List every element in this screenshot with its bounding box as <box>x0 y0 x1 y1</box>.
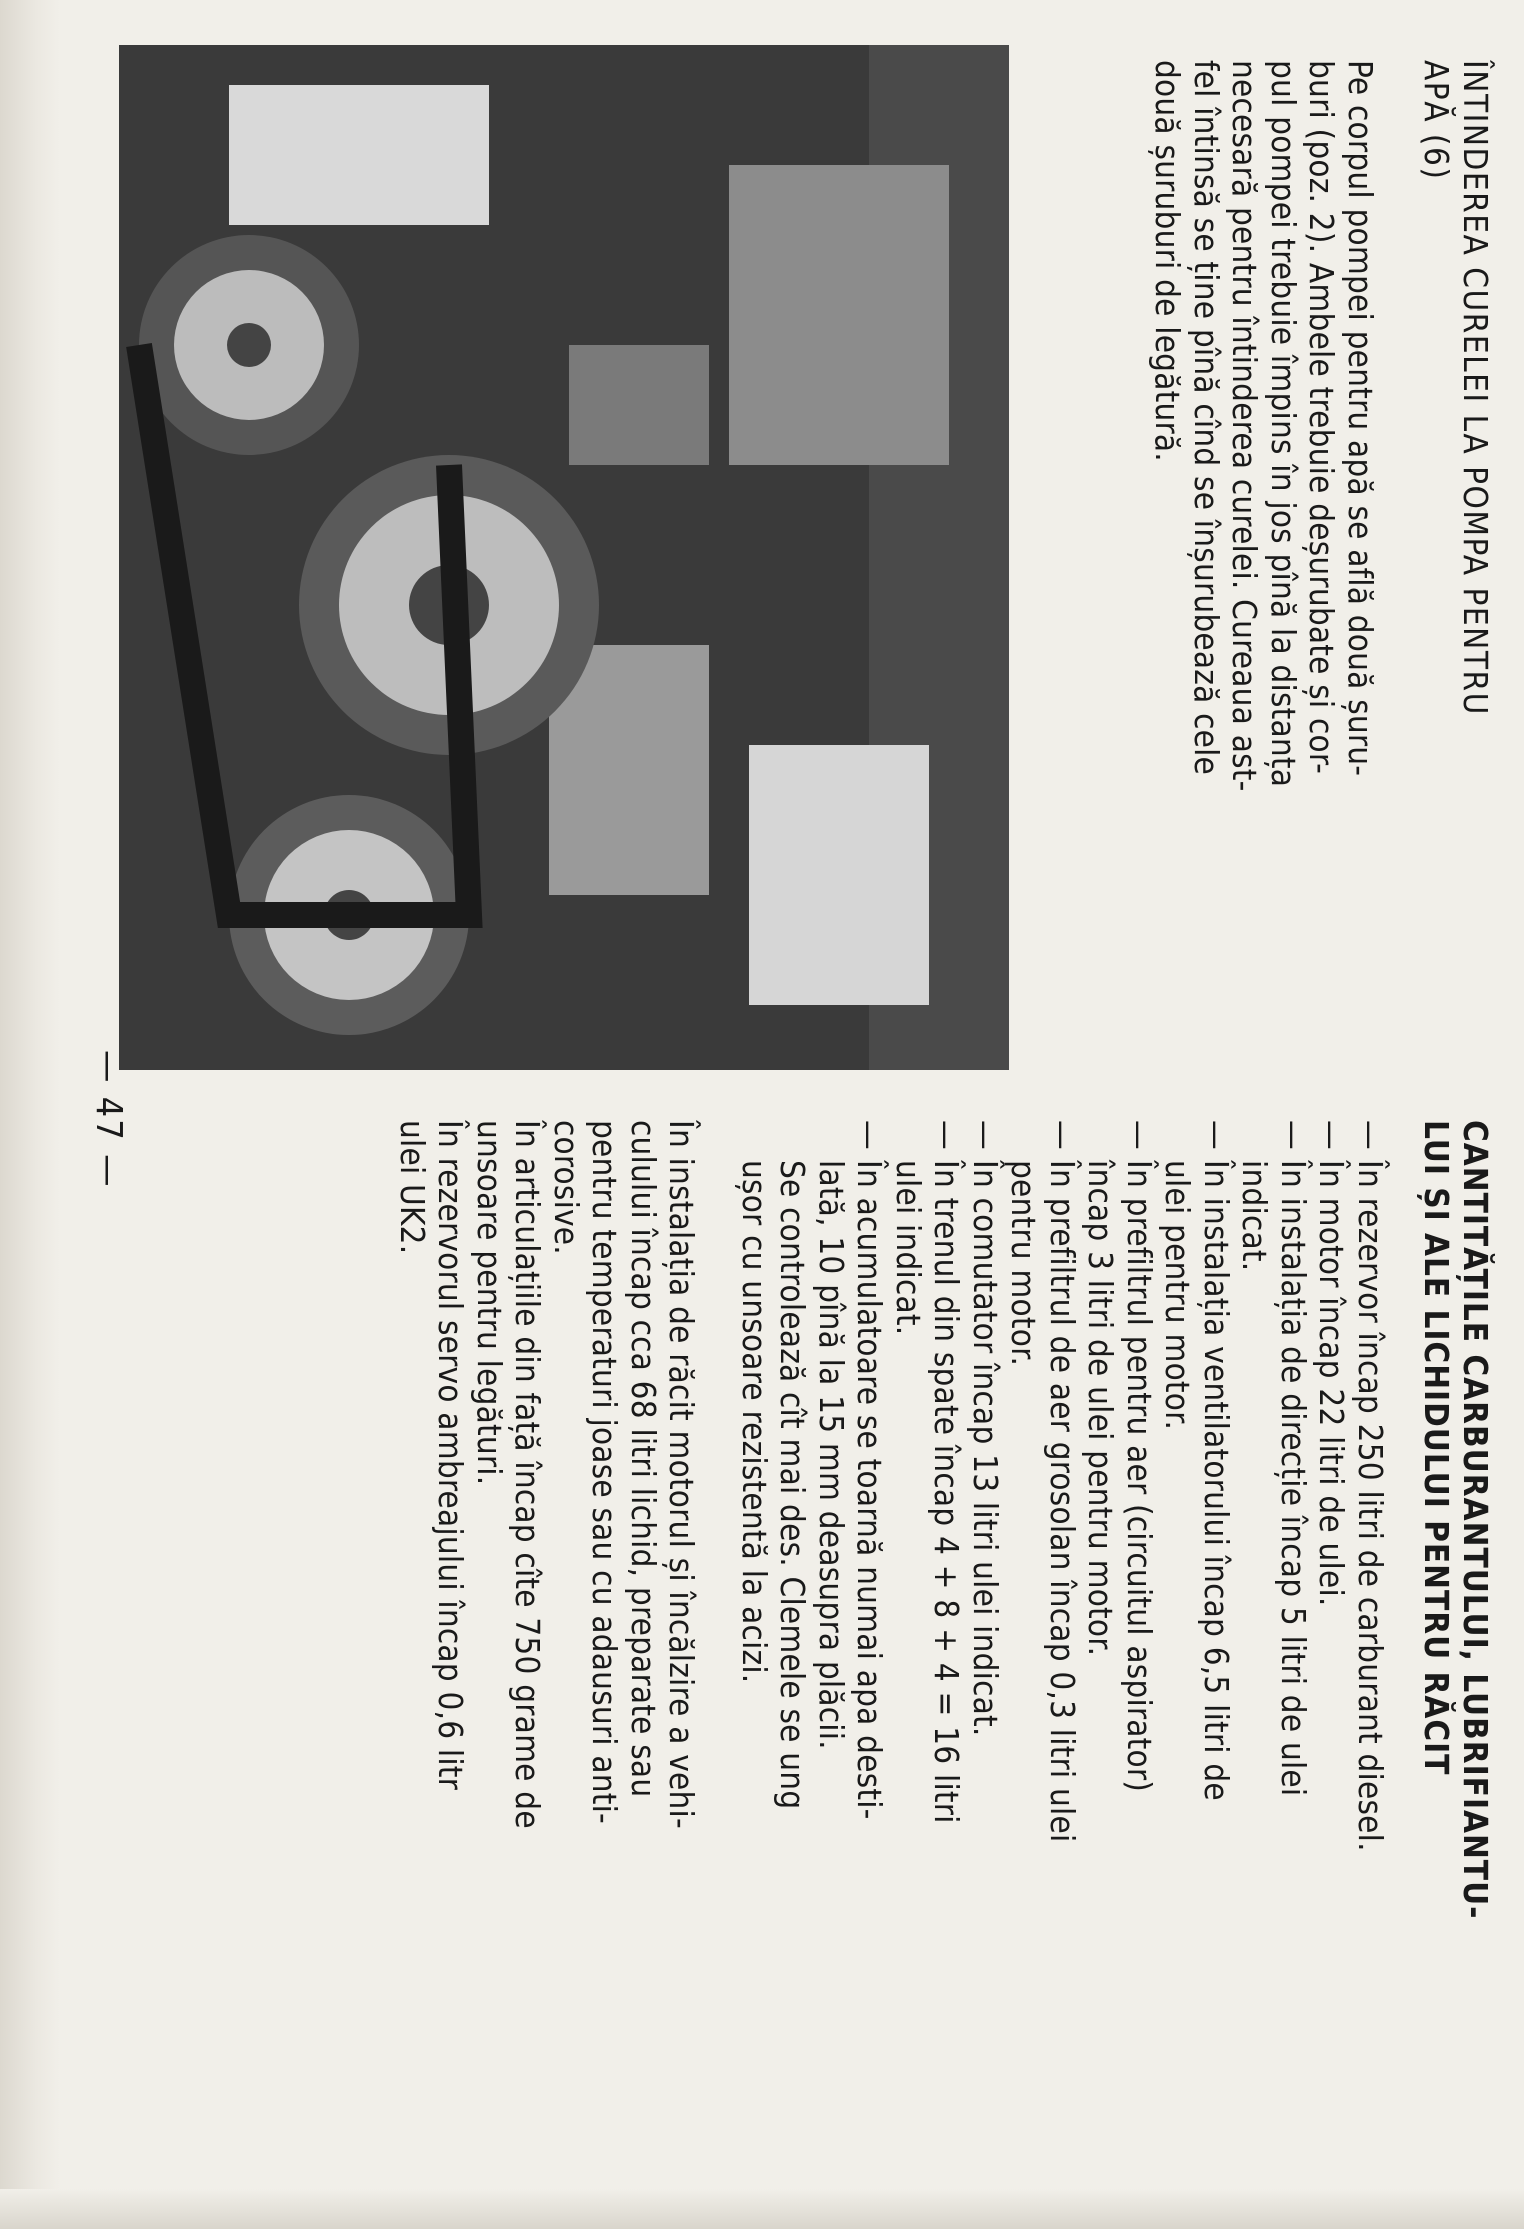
list-dash: — <box>927 1120 967 1150</box>
para-line: În instalația de răcit motorul și încălzire a vehi- <box>662 1120 702 1829</box>
list-item-text <box>735 1160 889 2190</box>
list-item <box>1235 1120 1312 2190</box>
list-item-line: În rezervor încap 250 litri de carburant diesel. <box>1351 1160 1390 1852</box>
para-line: unsoare pentru legături. <box>470 1120 509 1486</box>
para-line: În articulațiile din față încap cîte 750 grame de <box>508 1120 548 1829</box>
list-item <box>1081 1120 1158 2190</box>
list-item-text <box>1004 1160 1081 2190</box>
belt-tension-paragraph <box>1148 60 1379 1080</box>
list-item <box>889 1120 966 2190</box>
list-item-line: ușor cu unsoare rezistentă la acizi. <box>735 1160 774 1684</box>
heading-line: CANTITĂȚILE CARBURANTULUI, LUBRIFIANTU- <box>1456 1120 1495 1920</box>
list-item-line: ulei pentru motor. <box>1158 1160 1198 1431</box>
list-item-line: În motor încap 22 litri de ulei. <box>1312 1160 1352 1607</box>
para-line: buri (poz. 2). Ambele trebuie deșurubate și cor- <box>1302 60 1342 775</box>
list-item <box>1312 1120 1351 2190</box>
para-line: pul pompei trebuie împins în jos pînă la distanța <box>1264 60 1303 788</box>
list-item-line: lată, 10 pînă la 15 mm deasupra plăcii. <box>812 1160 851 1750</box>
left-text-column <box>1148 60 1494 1080</box>
list-dash: — <box>966 1120 1005 1150</box>
list-item-text <box>966 1160 1005 2190</box>
heading-line: ÎNTINDEREA CURELEI LA POMPA PENTRU <box>1456 60 1495 716</box>
quantities-list <box>735 1120 1390 2190</box>
list-dash: — <box>1043 1120 1082 1150</box>
list-item-text <box>1351 1160 1390 2190</box>
list-item-text <box>1158 1160 1235 2190</box>
list-dash: — <box>850 1120 890 1150</box>
belt-tension-heading <box>1417 60 1494 1080</box>
list-dash: — <box>1274 1120 1313 1150</box>
list-item-text <box>1235 1160 1312 2190</box>
para-line: fel întinsă se ține pînă cînd se înșurubează cele <box>1187 60 1226 776</box>
list-dash: — <box>1312 1120 1352 1150</box>
list-item-line: În comutator încap 13 litri ulei indicat. <box>966 1160 1005 1737</box>
para-line: În rezervorul servo ambreajului încap 0,6 litr <box>431 1120 471 1791</box>
quantities-heading <box>1417 1120 1494 2190</box>
para-line: două șuruburi de legătură. <box>1148 60 1188 462</box>
list-item-line: În instalația ventilatorului încap 6,5 litri de <box>1197 1160 1236 1801</box>
para-line: corosive. <box>547 1120 586 1255</box>
list-item-line: În prefiltrul de aer grosolan încap 0,3 litri ulei <box>1043 1160 1082 1843</box>
list-item <box>1004 1120 1081 2190</box>
list-dash: — <box>1351 1120 1390 1150</box>
list-item <box>966 1120 1005 2190</box>
list-dash: — <box>1197 1120 1236 1150</box>
list-item <box>1158 1120 1235 2190</box>
list-item-line: încap 3 litri de ulei pentru motor. <box>1081 1160 1121 1657</box>
para-line: Pe corpul pompei pentru apă se află două șuru- <box>1341 60 1380 777</box>
list-item-text <box>889 1160 966 2190</box>
para-line: necesară pentru întinderea curelei. Cureaua ast- <box>1225 60 1265 792</box>
list-item-line: În prefiltrul pentru aer (circuitul aspirator) <box>1120 1160 1159 1793</box>
engine-photo-illustration <box>119 45 1009 1070</box>
list-item <box>1351 1120 1390 2190</box>
list-item-text <box>1312 1160 1351 2190</box>
list-item-line: În instalația de direcție încap 5 litri de ulei <box>1274 1160 1313 1797</box>
para-line: ulei UK2. <box>393 1120 432 1255</box>
engine-photo <box>119 45 1009 1070</box>
list-item-line: În acumulatoare se toarnă numai apa desti- <box>850 1160 890 1820</box>
list-item-line: ulei indicat. <box>889 1160 928 1336</box>
heading-line: APĂ (6) <box>1417 60 1457 181</box>
list-item-text <box>1081 1160 1158 2190</box>
right-text-column <box>393 1120 1495 2190</box>
list-item-line: indicat. <box>1235 1160 1275 1272</box>
heading-line: LUI ȘI ALE LICHIDULUI PENTRU RĂCIT <box>1417 1120 1457 1776</box>
para-line: culului încap cca 68 litri lichid, preparate sau <box>624 1120 663 1798</box>
cooling-paragraph <box>393 1120 701 2190</box>
list-item-line: Se controlează cît mai des. Clemele se ung <box>773 1160 813 1810</box>
list-dash: — <box>1120 1120 1159 1150</box>
page-number: — 47 — <box>88 1050 129 1189</box>
list-item-line: pentru motor. <box>1004 1160 1044 1367</box>
list-item <box>735 1120 889 2190</box>
para-line: pentru temperaturi joase sau cu adausuri anti- <box>585 1120 625 1824</box>
list-item-line: În trenul din spate încap 4 + 8 + 4 = 16 litri <box>927 1160 967 1824</box>
